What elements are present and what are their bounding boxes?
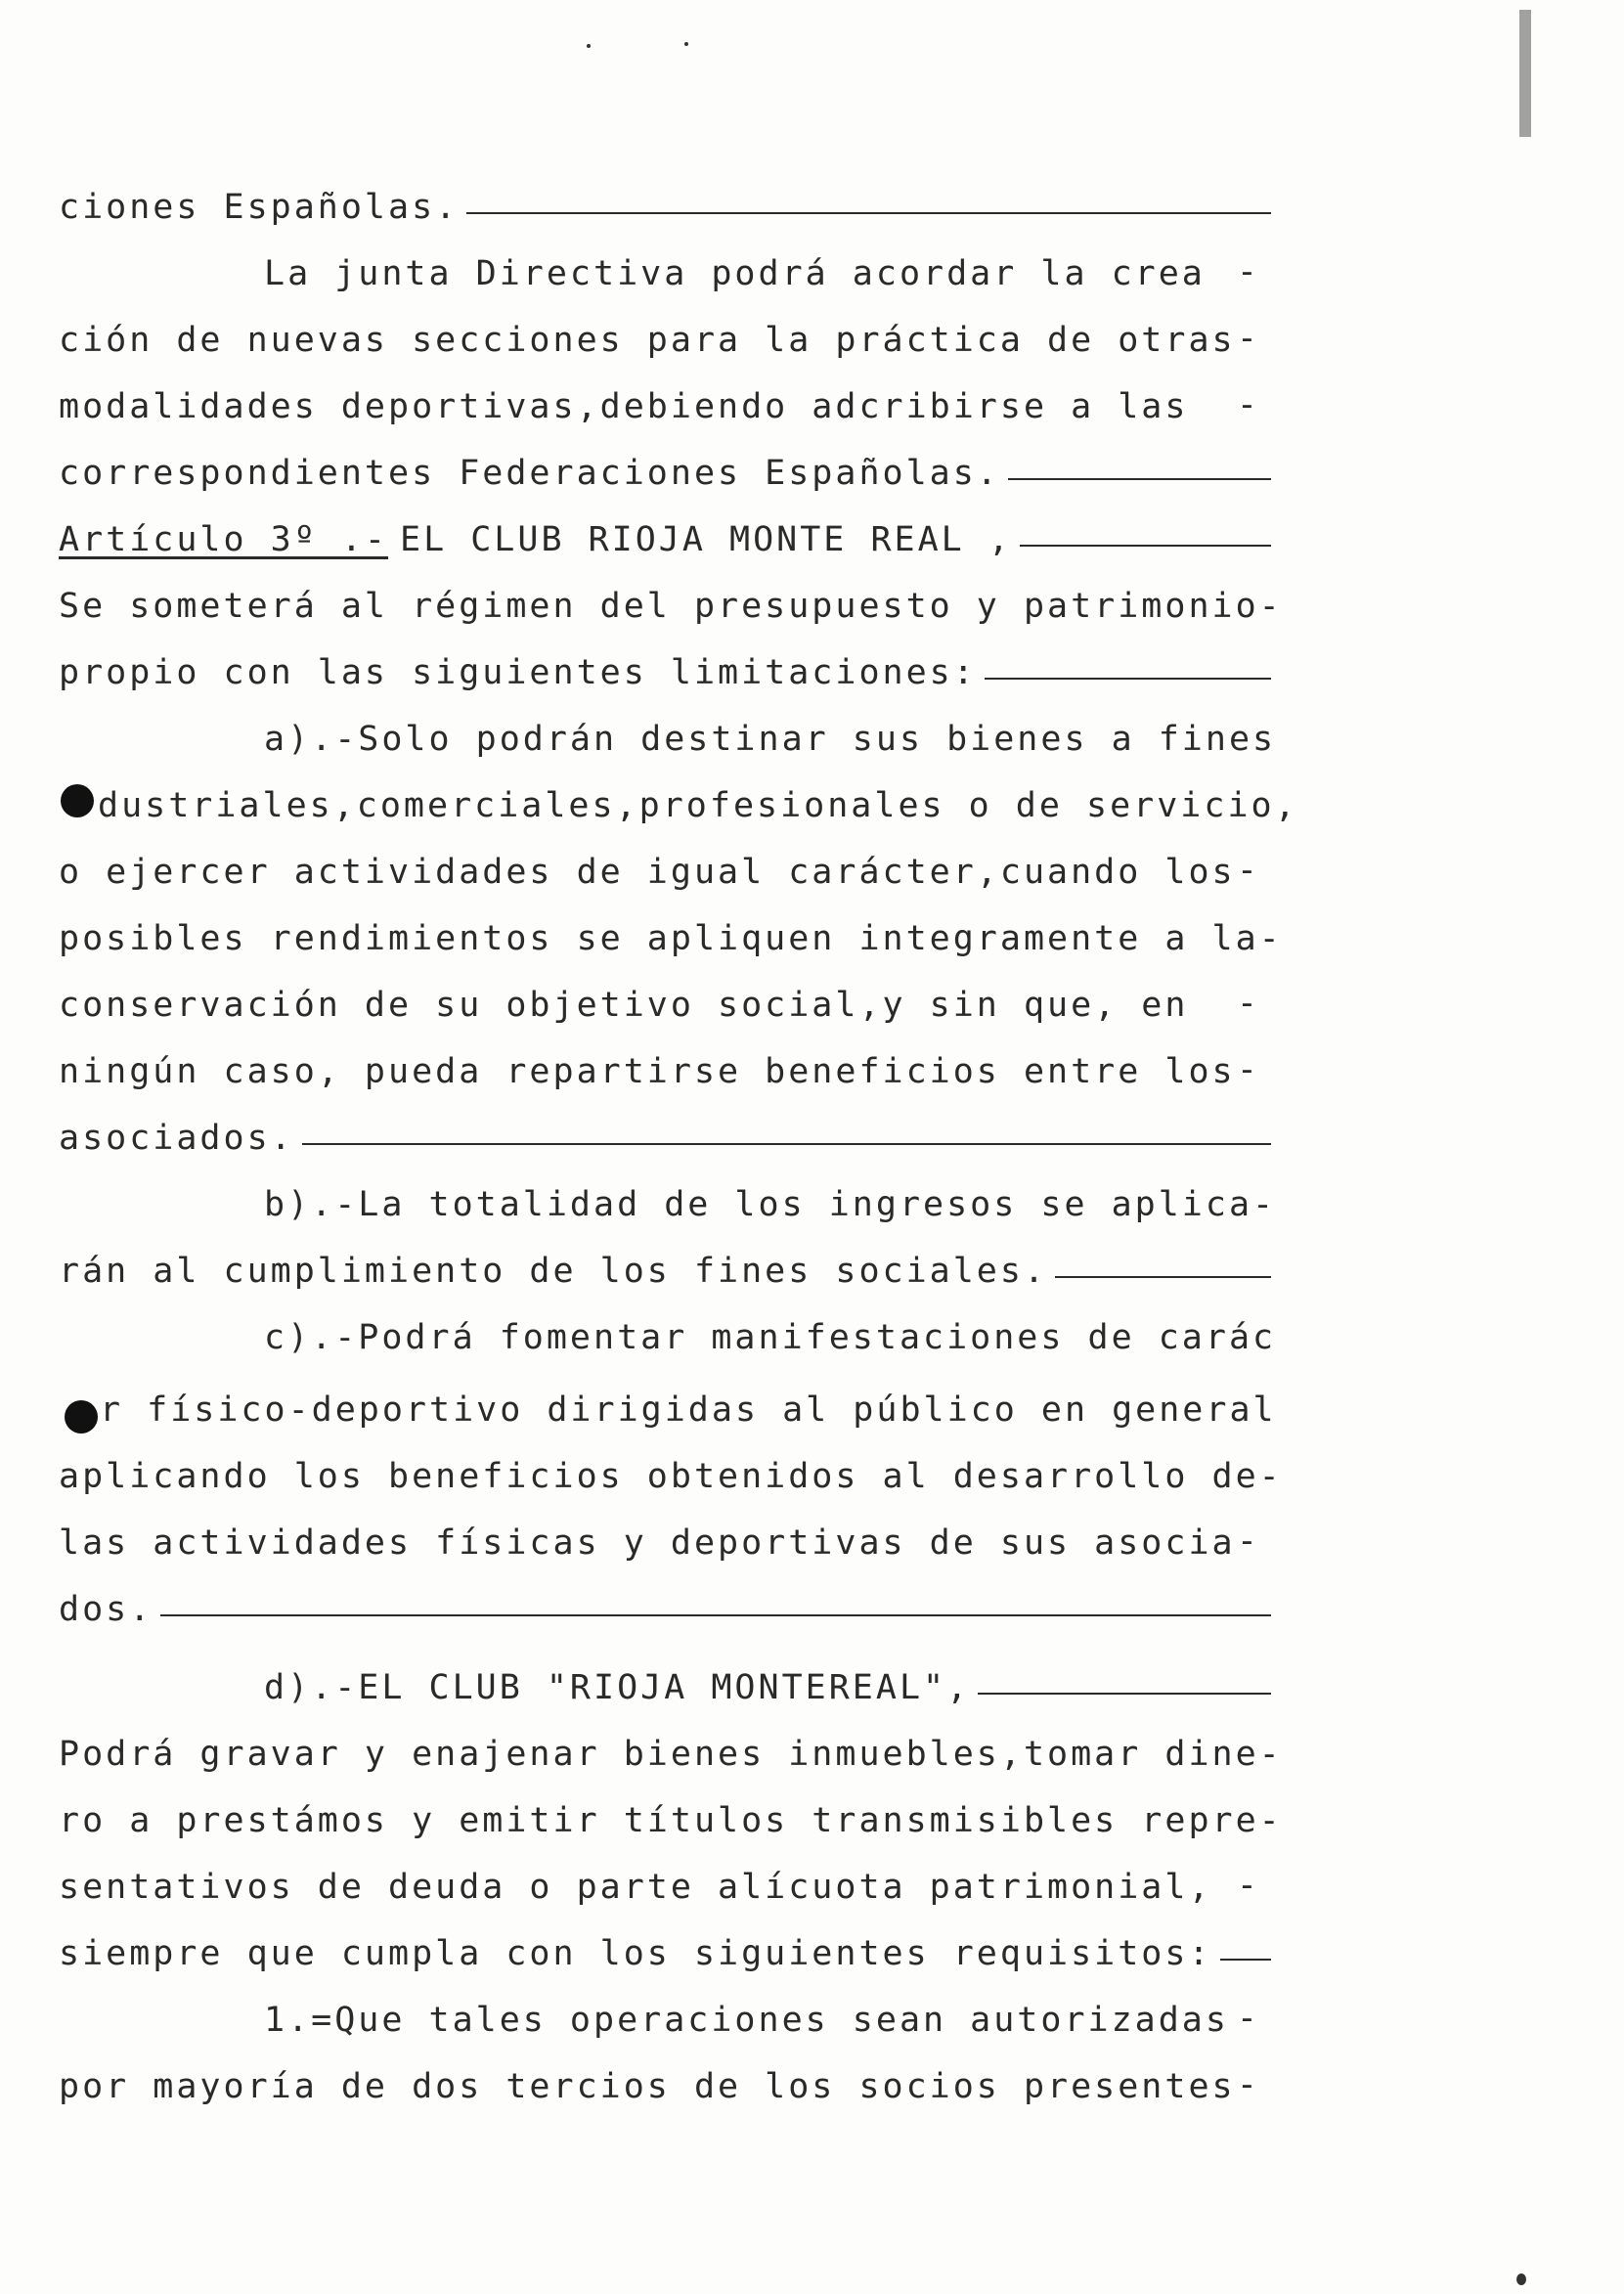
line-text: correspondientes Federaciones Españolas. [59,454,1000,493]
text-line [264,1316,1277,1359]
line-text: d).-EL CLUB "RIOJA MONTEREAL", [264,1668,971,1707]
text-line [59,1588,1271,1631]
line-text: ción de nuevas secciones para la práctica de otras [59,321,1236,360]
line-hyphen: - [1236,385,1257,424]
scan-speck [1516,2273,1526,2285]
scan-speck [587,44,591,48]
text-line [59,1522,1271,1565]
text-line [59,385,1271,428]
scan-edge-mark [1519,10,1531,137]
text-line [98,784,1310,827]
line-text: r físico-deportivo dirigidas al público en general [100,1390,1277,1430]
line-text: siempre que cumpla con los siguientes requisitos: [59,1934,1212,1973]
line-hyphen: - [1236,1050,1257,1089]
line-hyphen: - [1236,984,1257,1023]
line-text: las actividades físicas y deportivas de sus asocia [59,1523,1236,1563]
line-text: sentativos de deuda o parte alícuota patrimonial, [59,1868,1212,1907]
hole-punch [65,1400,98,1434]
text-line [59,1799,1283,1842]
hole-punch [61,784,94,817]
line-text: a).-Solo podrán destinar sus bienes a fines [264,720,1277,759]
line-text: b).-La totalidad de los ingresos se aplica- [264,1185,1277,1224]
scan-speck [684,42,688,46]
text-line [59,851,1271,894]
fill-dash [1008,478,1271,480]
text-line [100,1389,1312,1432]
text-line [59,1117,1271,1160]
text-line [264,718,1277,761]
line-text: modalidades deportivas,debiendo adcribirse a las [59,387,1189,426]
text-line [59,1932,1271,1975]
text-line [59,452,1271,495]
text-line [59,651,1271,694]
line-text: Se someterá al régimen del presupuesto y patrimonio- [59,587,1283,626]
line-hyphen: - [1236,851,1257,890]
line-text: aplicando los beneficios obtenidos al desarrollo de- [59,1457,1283,1496]
text-line [59,186,1271,229]
text-line [59,984,1271,1027]
text-line [59,1050,1271,1093]
fill-dash [1020,545,1271,547]
line-text: dustriales,comerciales,profesionales o de servicio, [98,786,1298,825]
line-text: ro a prestámos y emitir títulos transmisibles repre- [59,1801,1283,1840]
text-line [59,585,1283,628]
line-text: o ejercer actividades de igual carácter,cuando los [59,853,1236,892]
line-text: conservación de su objetivo social,y sin que, en [59,986,1189,1025]
line-text: ningún caso, pueda repartirse beneficios entre los [59,1052,1236,1091]
article-heading [59,518,1271,561]
line-hyphen: - [1236,1866,1257,1905]
line-text: ciones Españolas. [59,188,460,227]
line-text: Podrá gravar y enajenar bienes inmuebles,tomar dine- [59,1735,1283,1774]
fill-dash [978,1693,1271,1695]
line-hyphen: - [1236,252,1257,291]
line-text: posibles rendimientos se apliquen integramente a la- [59,919,1283,958]
line-text: propio con las siguientes limitaciones: [59,653,977,692]
text-line [59,2065,1271,2108]
line-hyphen: - [1236,2065,1257,2104]
line-text: c).-Podrá fomentar manifestaciones de carác [264,1318,1277,1357]
text-line [264,252,1271,295]
text-line [59,917,1283,960]
line-text: 1.=Que tales operaciones sean autorizadas [264,2001,1229,2040]
fill-dash [985,678,1271,680]
text-line [59,319,1271,362]
fill-dash [1220,1959,1271,1961]
article-title: EL CLUB RIOJA MONTE REAL , [400,520,1012,559]
text-line [264,1999,1271,2042]
fill-dash [1055,1276,1271,1278]
fill-dash [466,212,1271,214]
text-line [59,1250,1271,1293]
line-hyphen: - [1236,1999,1257,2038]
text-line [264,1183,1277,1226]
article-number: Artículo 3º .- [59,520,389,559]
fill-dash [302,1143,1271,1145]
fill-dash [160,1614,1271,1616]
text-line [59,1866,1271,1909]
text-line [264,1666,1271,1709]
line-hyphen: - [1236,319,1257,358]
line-text: rán al cumplimiento de los fines sociales. [59,1252,1048,1291]
line-text: asociados. [59,1119,294,1158]
line-text: La junta Directiva podrá acordar la crea [264,254,1206,293]
text-line [59,1455,1283,1498]
line-text: dos. [59,1590,154,1629]
line-text: por mayoría de dos tercios de los socios presentes [59,2067,1236,2106]
line-hyphen: - [1236,1522,1257,1561]
text-line [59,1733,1283,1776]
